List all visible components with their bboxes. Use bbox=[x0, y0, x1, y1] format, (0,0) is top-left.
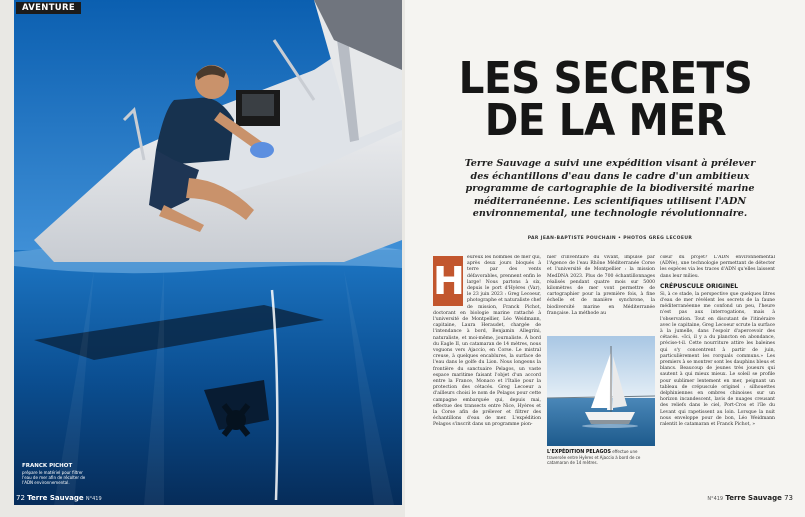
column-1-text: eureux les hommes de mer qui, après deux jours bloqués à terre par des vents défavorables, prennent enfin le large! Nous partons à six, depuis le port d'Hyères (Var), le 23 juin 2023 : Greg Lecoeur, photographe et naturaliste chef de mission, Franck Pichot, doctorant en biologie marine rattaché à l'université de Montpellier, Léo Weidmann, capitaine, Laura Heraudet, chargée de l'intendance à bord, Benjamin Allegrini, naturaliste, et moi-même, journaliste. À bord du Eagle II, un catamaran de 14 mètres, nous voguons vers Ajaccio, en Corse. Le mistral creuse, à quelques encablures, la surface de l'eau dans le golfe du Lion. Nous longeons la frontière du sanctuaire Pelagos, un vaste espace maritime faisant l'objet d'un accord entre la France, Monaco et l'Italie pour la protection des cétacés. Greg Lecoeur a d'ailleurs choisi le nom de Pelagos pour cette campagne embarquée qui, depuis mai, effectue des transects entre Nice, Hyères et la Corse afin de prélever et filtrer des échantillons d'eau de mer. L'expédition Pelagos s'inscrit dans un programme pion- bbox=[433, 255, 541, 428]
column-3-text-b: Si, à ce stade, la perspective que quelques litres d'eau de mer révèlent les secrets de la faune méditerranéenne me confond un peu, l'heure n'est pas aux interrogations, mais à l'observation. Tout en discutant de l'itinéraire avec le capitaine, Greg Lecoeur scrute la surface à la jumelle, dans l'espoir d'apercevoir des cétacés. «Ici, il y a du plancton en abondance, précise-t-il. Cette nourriture attire les baleines qui s'y concentrent à partir de juin, particulièrement les rorquals communs.» Les premiers à se montrer sont les dauphins bleus et blancs. Beaucoup de jeunes très joueurs qui sautent à qui mieux mieux. Le soleil se profile pour sublimer lentement en mer, peignant un tableau de crépuscule originel : silhouettes delphiniennes en ombres chinoises sur un horizon incandescent, lavis de nuages creusant des reliefs dans le ciel, Port-Cros et l'île du Levant qui rapetissent au loin. Lorsque la nuit nous enveloppe pour de bon, Léo Weidmann ralentit le catamaran et Franck Pichot, » bbox=[660, 291, 775, 428]
column-2-text: nier d'inventaire du vivant, impulsé par l'Agence de l'eau Rhône Méditerranée Corse et l'université de Montpellier : la mission MedDNA 2023. Plus de 700 échantillonnages réalisés pendant quatre mois sur 5000 kilomètres de mer vont permettre de cartographier pour la première fois, à fine échelle et de manière synchrone, la biodiversité marine en Méditerranée française. La méthode au bbox=[547, 255, 655, 316]
right-issue-number: N°419 bbox=[707, 496, 724, 502]
inset-caption-title: L'EXPÉDITION PELAGOS bbox=[547, 450, 611, 455]
cover-photo-page bbox=[14, 0, 402, 505]
left-issue-number: N°419 bbox=[85, 496, 102, 502]
headline bbox=[442, 53, 769, 146]
inset-caption-text: effectue une traversée entre Hyères et Ajaccio à bord de ce catamaran de 14 mètres. bbox=[547, 449, 641, 465]
article-page bbox=[405, 0, 805, 517]
left-folio bbox=[16, 494, 102, 502]
diver-boat-photo bbox=[14, 0, 402, 505]
right-magazine-name: Terre Sauvage bbox=[725, 494, 782, 502]
inset-caption bbox=[547, 449, 655, 465]
catamaran-image bbox=[547, 336, 655, 446]
photo-caption bbox=[22, 463, 92, 485]
left-magazine-name: Terre Sauvage bbox=[27, 494, 84, 502]
subhead: CRÉPUSCULE ORIGINEL bbox=[660, 282, 739, 290]
headline-line-1: LES SECRETS bbox=[458, 53, 753, 104]
right-folio bbox=[707, 494, 793, 502]
standfirst: Terre Sauvage a suivi une expédition visant à prélever des échantillons d'eau dans le cadre d'un ambitieux programme de cartographie de la biodiversité marine méditerranéenne. Les scientifiques utilisent l'ADN environnemental, une technologie révolutionnaire. bbox=[464, 158, 756, 219]
article-column-1 bbox=[433, 255, 541, 500]
right-page-number: 73 bbox=[784, 494, 793, 502]
headline-line-2: DE LA MER bbox=[484, 95, 727, 146]
article-column-2 bbox=[547, 255, 655, 335]
photo-caption-text: prépare le matériel pour filtrer l'eau de mer afin de récolter de l'ADN environnemental. bbox=[22, 470, 86, 485]
dropcap: H bbox=[433, 256, 463, 306]
catamaran-photo bbox=[547, 336, 655, 446]
left-page-number: 72 bbox=[16, 494, 25, 502]
article-column-3 bbox=[660, 255, 775, 500]
photo-caption-title: FRANCK PICHOT bbox=[22, 463, 73, 469]
column-3-text-a: cœur du projet? L'ADN environnemental (ADNe), une technologie permettant de détecter les espèces via les traces d'ADN qu'elles laissent dans leur milieu. bbox=[660, 255, 775, 279]
section-tag: AVENTURE bbox=[16, 2, 81, 14]
byline: PAR JEAN-BAPTISTE POUCHAIN • PHOTOS GREG LECOEUR bbox=[527, 236, 693, 241]
